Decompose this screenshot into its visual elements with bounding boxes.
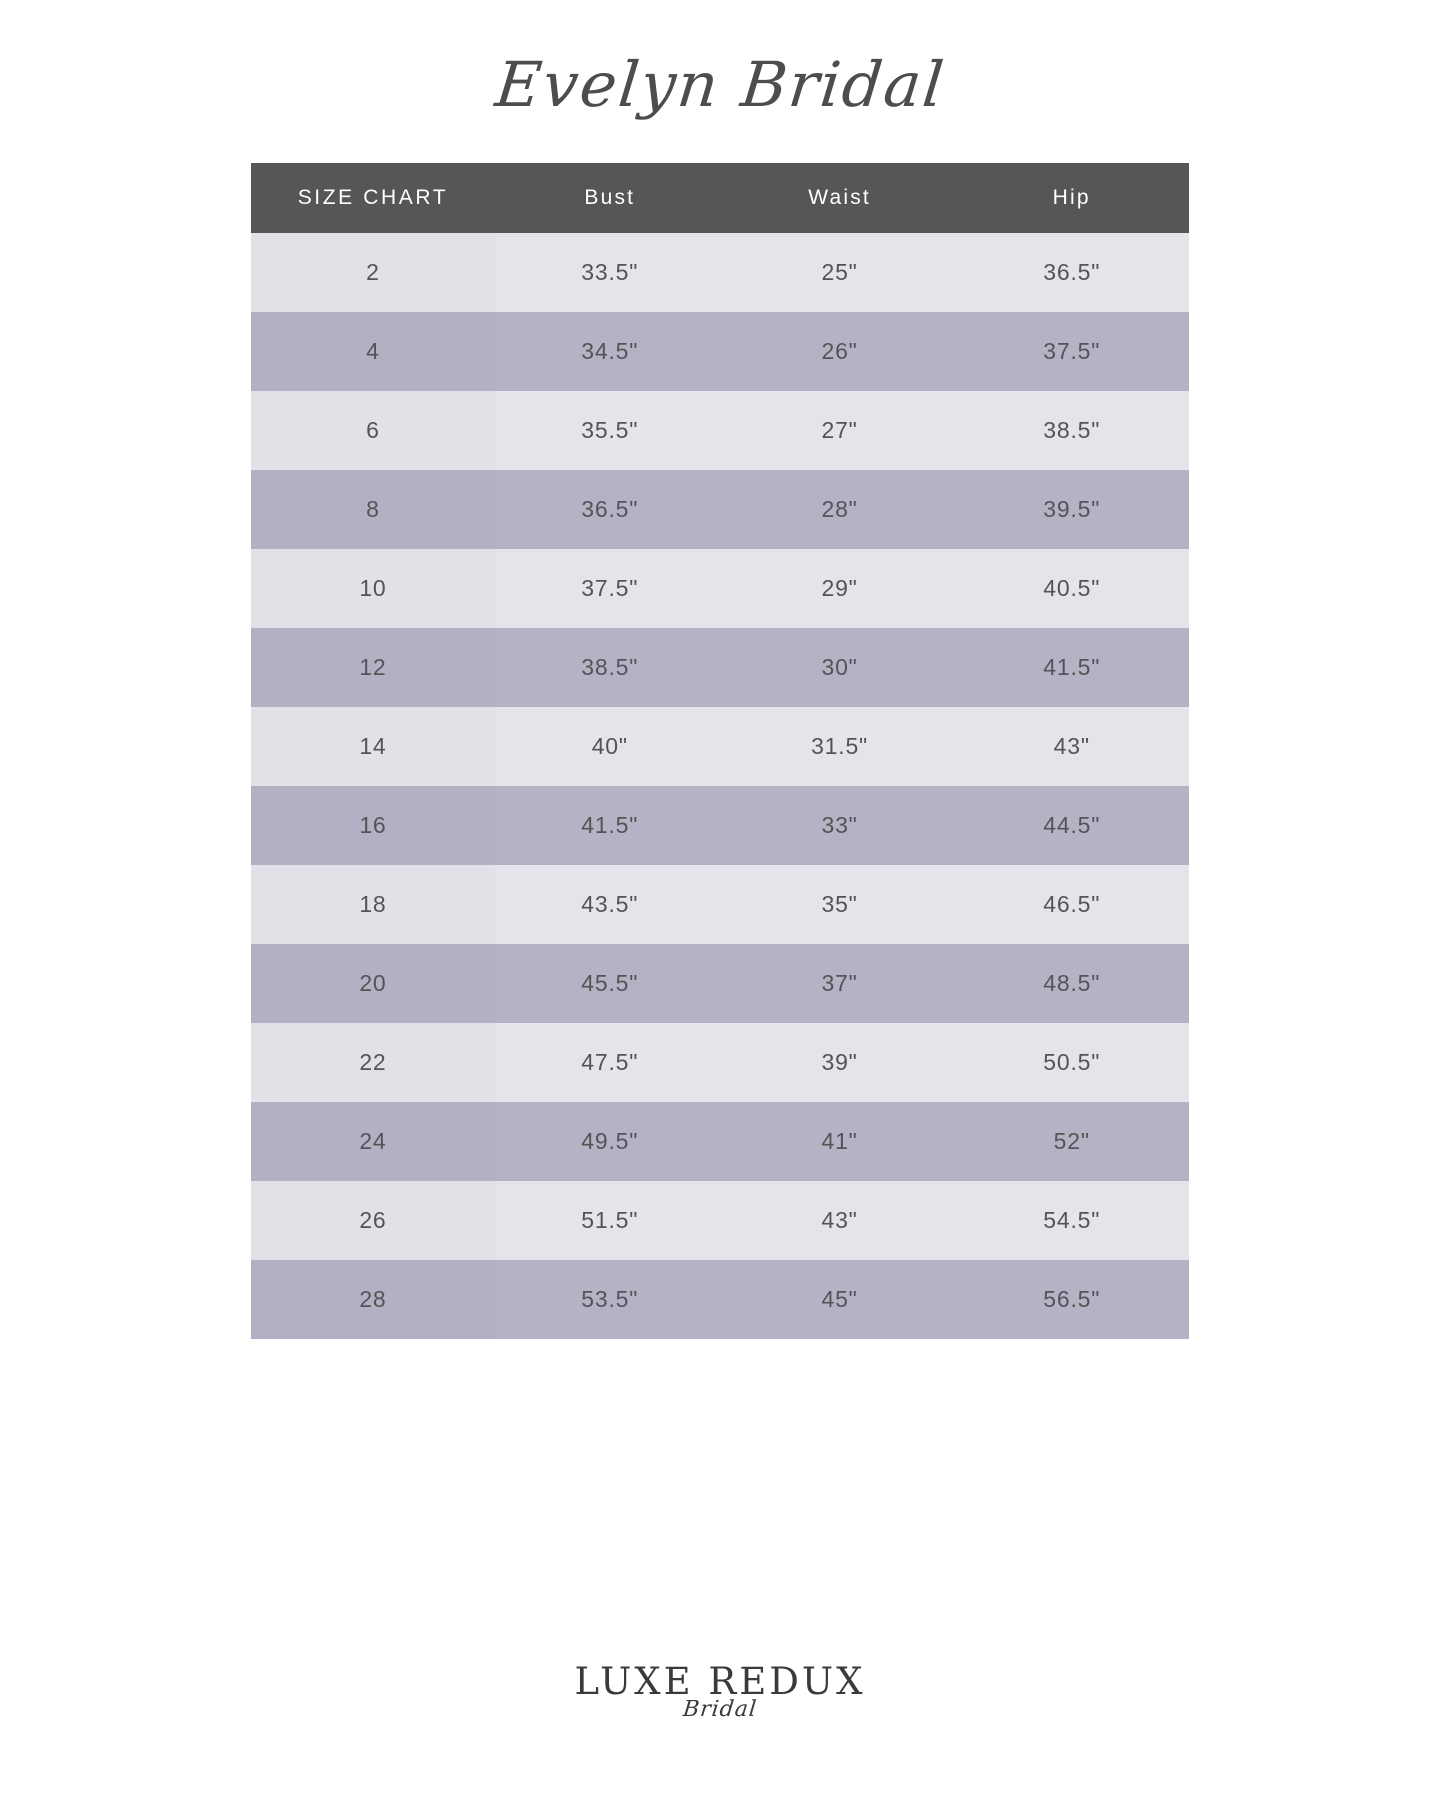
cell-hip: 40.5" [954, 549, 1189, 628]
cell-size: 10 [251, 549, 495, 628]
cell-size: 24 [251, 1102, 495, 1181]
cell-bust: 53.5" [495, 1260, 725, 1339]
cell-size: 12 [251, 628, 495, 707]
cell-size: 28 [251, 1260, 495, 1339]
cell-bust: 43.5" [495, 865, 725, 944]
cell-hip: 38.5" [954, 391, 1189, 470]
cell-bust: 49.5" [495, 1102, 725, 1181]
cell-bust: 34.5" [495, 312, 725, 391]
cell-size: 26 [251, 1181, 495, 1260]
cell-bust: 38.5" [495, 628, 725, 707]
cell-hip: 54.5" [954, 1181, 1189, 1260]
cell-waist: 35" [725, 865, 955, 944]
table-row [251, 1260, 1189, 1339]
cell-size: 4 [251, 312, 495, 391]
brand-title: Evelyn Bridal [491, 48, 949, 121]
cell-waist: 30" [725, 628, 955, 707]
cell-bust: 41.5" [495, 786, 725, 865]
cell-bust: 51.5" [495, 1181, 725, 1260]
cell-hip: 52" [954, 1102, 1189, 1181]
cell-size: 6 [251, 391, 495, 470]
table-body [251, 233, 1189, 1339]
footer-logo-sub: Bridal [681, 1697, 759, 1722]
cell-bust: 36.5" [495, 470, 725, 549]
size-chart-container [251, 163, 1189, 1339]
cell-size: 8 [251, 470, 495, 549]
table-row [251, 233, 1189, 312]
table-header-row [251, 163, 1189, 233]
cell-hip: 50.5" [954, 1023, 1189, 1102]
cell-bust: 33.5" [495, 233, 725, 312]
cell-hip: 37.5" [954, 312, 1189, 391]
cell-hip: 44.5" [954, 786, 1189, 865]
cell-size: 2 [251, 233, 495, 312]
cell-hip: 56.5" [954, 1260, 1189, 1339]
cell-waist: 29" [725, 549, 955, 628]
cell-bust: 47.5" [495, 1023, 725, 1102]
table-row [251, 786, 1189, 865]
cell-waist: 45" [725, 1260, 955, 1339]
column-header-size: SIZE CHART [251, 163, 495, 233]
cell-hip: 48.5" [954, 944, 1189, 1023]
cell-bust: 45.5" [495, 944, 725, 1023]
footer-logo-main: LUXE REDUX [574, 1660, 866, 1703]
cell-bust: 37.5" [495, 549, 725, 628]
cell-size: 20 [251, 944, 495, 1023]
column-header-bust: Bust [495, 163, 725, 233]
table-row [251, 944, 1189, 1023]
column-header-waist: Waist [725, 163, 955, 233]
cell-hip: 39.5" [954, 470, 1189, 549]
cell-waist: 41" [725, 1102, 955, 1181]
size-chart-table [251, 163, 1189, 1339]
cell-waist: 33" [725, 786, 955, 865]
table-row [251, 1181, 1189, 1260]
cell-hip: 41.5" [954, 628, 1189, 707]
table-row [251, 1023, 1189, 1102]
cell-size: 14 [251, 707, 495, 786]
table-row [251, 391, 1189, 470]
cell-size: 22 [251, 1023, 495, 1102]
table-row [251, 707, 1189, 786]
table-row [251, 1102, 1189, 1181]
cell-size: 16 [251, 786, 495, 865]
cell-hip: 36.5" [954, 233, 1189, 312]
table-row [251, 549, 1189, 628]
cell-waist: 26" [725, 312, 955, 391]
cell-waist: 27" [725, 391, 955, 470]
cell-waist: 28" [725, 470, 955, 549]
cell-hip: 46.5" [954, 865, 1189, 944]
footer-logo [0, 1660, 1440, 1722]
table-row [251, 628, 1189, 707]
table-row [251, 312, 1189, 391]
table-row [251, 865, 1189, 944]
table-row [251, 470, 1189, 549]
cell-waist: 43" [725, 1181, 955, 1260]
cell-hip: 43" [954, 707, 1189, 786]
column-header-hip: Hip [954, 163, 1189, 233]
cell-waist: 31.5" [725, 707, 955, 786]
cell-waist: 37" [725, 944, 955, 1023]
cell-bust: 40" [495, 707, 725, 786]
cell-bust: 35.5" [495, 391, 725, 470]
cell-waist: 25" [725, 233, 955, 312]
table-header [251, 163, 1189, 233]
cell-waist: 39" [725, 1023, 955, 1102]
cell-size: 18 [251, 865, 495, 944]
